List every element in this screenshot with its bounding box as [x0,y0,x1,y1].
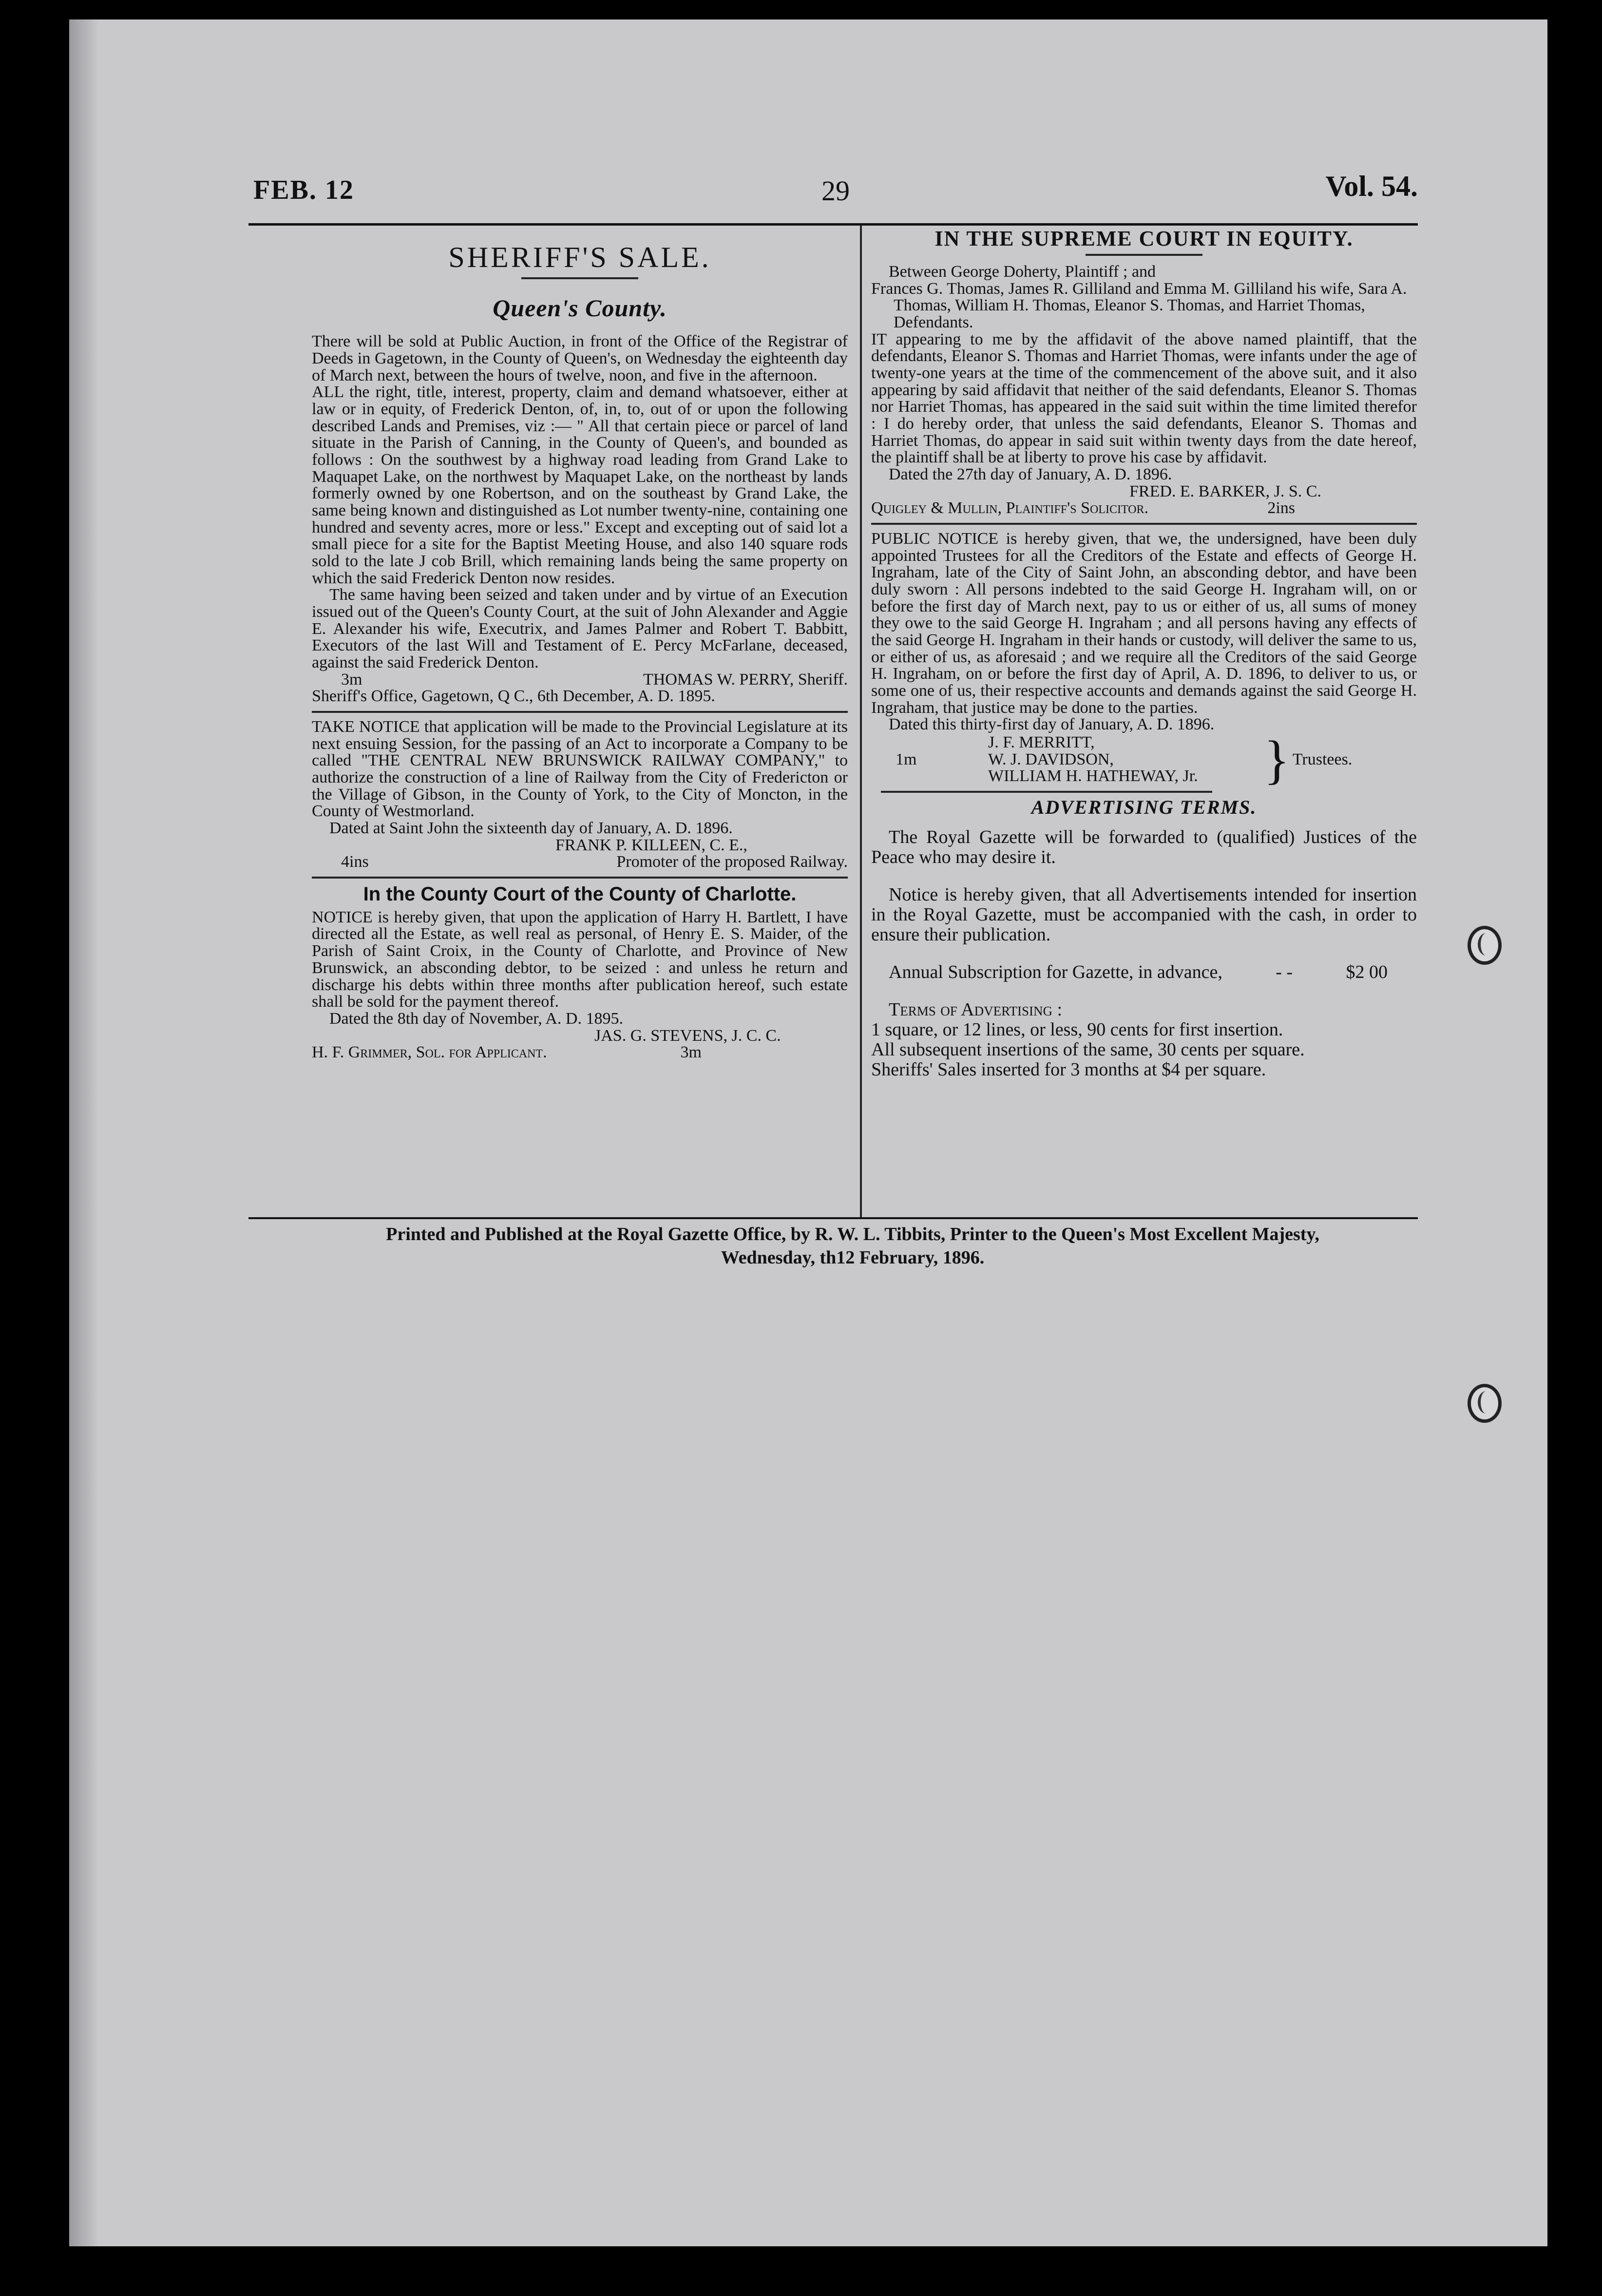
sheriffs-sale-para-1: There will be sold at Public Auction, in front of the Office of the Registrar of Deeds in Gagetown, in the County of Queen's, on Wednesday the eighteenth day of March next, between the hours of twelve, noon, and five in the afternoon. [312,332,848,384]
header-page-number: 29 [821,175,850,207]
equity-dated: Dated the 27th day of January, A. D. 1896. [889,465,1172,483]
railway-notice-signature [312,854,848,871]
railway-notice-term: 4ins [341,853,369,871]
left-column [312,228,848,1061]
equity-judge: FRED. E. BARKER, J. S. C. [1129,482,1321,500]
sheriff-term: 3m [341,670,362,689]
title-rule [521,277,638,279]
subscription-dashes: - - [1276,961,1293,982]
public-notice-dated: Dated this thirty-first day of January, A. D. 1896. [889,715,1215,734]
charlotte-judge: JAS. G. STEVENS, J. C. C. [594,1026,781,1045]
term-item: Sheriffs' Sales inserted for 3 months at $4 per square. [871,1059,1266,1080]
terms-heading: Terms of Advertising : [889,999,1063,1020]
charlotte-term: 3m [680,1043,702,1062]
brace-icon: } [1264,730,1290,790]
equity-solicitor: Quigley & Mullin, Plaintiff's Solicitor. [871,499,1149,517]
equity-term: 2ins [1267,499,1295,517]
footer-line-2: Wednesday, th12 February, 1896. [721,1247,985,1268]
section-rule [312,711,848,713]
term-item: All subsequent insertions of the same, 30 cents per square. [871,1039,1305,1060]
trustee-names [988,734,1261,785]
right-column [871,228,1417,1080]
title-rule [1086,254,1202,256]
sheriff-name: THOMAS W. PERRY, Sheriff. [643,670,848,689]
advertising-title: ADVERTISING TERMS. [1031,796,1257,819]
section-rule [871,523,1417,525]
punch-hole-icon [1468,1384,1502,1423]
equity-order-body: IT appearing to me by the affidavit of the above named plaintiff, that the defendants, Eleanor S. Thomas and Harriet Thomas, were infants under the age of twenty-one years at the time of the commencement of the above suit, and it also appearing by said affidavit that neither of the said defendants, Eleanor S. Thomas nor Harriet Thomas, has appeared in the said suit within the time limited therefor : I do hereby order, that unless the said defendants, Eleanor S. Thomas and Harriet Thomas, do appear in said suit within twenty days from the date hereof, the plaintiff shall be at liberty to prove his case by affidavit. [871,330,1417,467]
footer-line-1: Printed and Published at the Royal Gazette Office, by R. W. L. Tibbits, Printer to the Queen's Most Excellent Majesty, [386,1224,1319,1244]
trustees-block [871,730,1417,790]
sheriff-office-line: Sheriff's Office, Gagetown, Q C., 6th December, A. D. 1895. [312,687,715,706]
sheriffs-sale-title: SHERIFF'S SALE. [448,241,711,273]
section-rule [312,877,848,879]
bottom-rule [248,1217,1418,1219]
advertising-para-1: The Royal Gazette will be forwarded to (qualified) Justices of the Peace who may desire it. [871,826,1417,867]
public-notice-term: 1m [896,750,917,768]
subscription-line [871,962,1417,982]
trustee-name: J. F. MERRITT, [988,733,1095,752]
charlotte-signature [312,1044,848,1061]
page-header [253,160,1418,218]
column-divider [860,225,862,1219]
equity-title: IN THE SUPREME COURT IN EQUITY. [934,227,1354,250]
page-footer [273,1223,1432,1269]
railway-notice-role: Promoter of the proposed Railway. [616,853,848,871]
advertising-para-2: Notice is hereby given, that all Advertisements intended for insertion in the Royal Gazette, must be accompanied with the cash, in order to ensure their publication. [871,884,1417,945]
trustee-name: WILLIAM H. HATHEWAY, Jr. [988,767,1198,785]
trustee-name: W. J. DAVIDSON, [988,750,1114,768]
railway-notice-signer: FRANK P. KILLEEN, C. E., [555,836,747,854]
sheriffs-sale-para-2: ALL the right, title, interest, property, claim and demand whatsoever, either at law or in equity, of Frederick Denton, of, in, to, out of or upon the following described Lands and Premises, viz :— " All that certain piece or parcel of land situate in the Parish of Canning, in the County of Queen's, and bounded as follows : On the southwest by a highway road leading from Grand Lake to Maquapet Lake, on the northwest by Maquapet Lake, on the northeast by lands formerly owned by one Robertson, and on the southeast by Grand Lake, the same being known and distinguished as Lot number twenty-nine, containing one hundred and seventy acres, more or less." Except and excepting out of said lot a small piece for a site for the Baptist Meeting House, and also 140 square rods sold to the late J cob Brill, which remaining lands being the same property on which the said Frederick Denton now resides. [312,383,848,587]
subscription-label: Annual Subscription for Gazette, in advance, [889,961,1222,982]
subscription-price: $2 00 [1346,961,1388,982]
county-subtitle: Queen's County. [493,294,667,322]
charlotte-solicitor: H. F. Grimmer, Sol. for Applicant. [312,1043,547,1062]
railway-notice-body: TAKE NOTICE that application will be made to the Provincial Legislature at its next ensuing Session, for the passing of an Act to incorporate a Company to be called "THE CENTRAL NEW BRUNSWICK RAILWAY COMPANY," to authorize the construction of a line of Railway from the City of Fredericton or the Village of Gibson, in the County of York, to the City of Moncton, in the County of Westmorland. [312,717,848,821]
sheriffs-sale-para-3: The same having been seized and taken under and by virtue of an Execution issued out of the Queen's County Court, at the suit of John Alexander and Aggie E. Alexander his wife, Executrix, and James Palmer and Robert T. Babbitt, Executors of the last Will and Testament of E. Percy McFarlane, deceased, against the said Frederick Denton. [312,586,848,671]
sheriff-signature [312,671,848,689]
equity-signature [871,500,1417,517]
header-date: FEB. 12 [253,175,354,205]
header-volume: Vol. 54. [1325,170,1418,202]
page-edge-shadow [69,19,98,2246]
header-rule [248,223,1418,226]
railway-notice-dated: Dated at Saint John the sixteenth day of January, A. D. 1896. [329,819,733,837]
advertising-terms [871,827,1417,1080]
equity-parties-line-1: Between George Doherty, Plaintiff ; and [889,262,1156,281]
public-notice-body: PUBLIC NOTICE is hereby given, that we, the undersigned, have been duly appointed Trustees for all the Creditors of the Estate and effects of George H. Ingraham, late of the City of Saint John, an absconding debtor, and have been duly sworn : All persons indebted to the said George H. Ingraham will, on or before the first day of March next, pay to us or either of us, all sums of money they owe to the said George H. Ingraham ; and all persons having any effects of the said George H. Ingraham in their hands or custody, will deliver the same to us, or either of us, as aforesaid ; and we require all the Creditors of the said George H. Ingraham, on or before the first day of April, A. D. 1896, to deliver to us, or some one of us, their respective accounts and demands against the said George H. Ingraham, that justice may be done to the parties. [871,529,1417,717]
charlotte-court-title: In the County Court of the County of Charlotte. [363,883,797,905]
charlotte-notice-dated: Dated the 8th day of November, A. D. 1895. [329,1009,623,1028]
term-item: 1 square, or 12 lines, or less, 90 cents for first insertion. [871,1019,1283,1040]
punch-hole-icon [1468,926,1502,965]
charlotte-notice-body: NOTICE is hereby given, that upon the application of Harry H. Bartlett, I have directed all the Estate, as well real as personal, of Henry E. S. Maider, of the Parish of Saint Croix, in the County of Charlotte, and Province of New Brunswick, an absconding debtor, to be seized : and unless he return and discharge his debts within three months after publication hereof, such estate shall be sold for the payment thereof. [312,908,848,1011]
section-rule [881,791,1212,793]
equity-parties-line-2: Frances G. Thomas, James R. Gilliland and Emma M. Gilliland his wife, Sara A. Thomas, William H. Thomas, Eleanor S. Thomas, and Harriet Thomas, Defendants. [871,279,1407,331]
trustees-label: Trustees. [1292,750,1353,768]
